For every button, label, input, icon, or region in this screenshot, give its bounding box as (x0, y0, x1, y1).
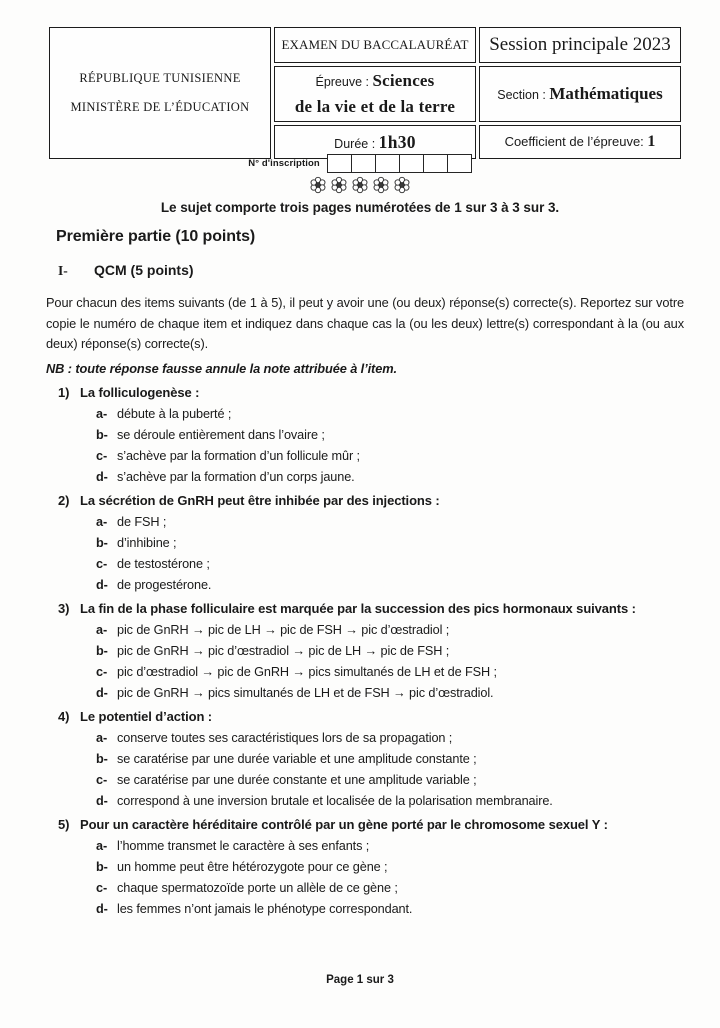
epreuve-label: Épreuve : (315, 75, 373, 89)
exam-content (46, 228, 684, 916)
flower-icon (392, 176, 412, 194)
option-list (46, 623, 684, 700)
option-letter: a- (96, 515, 108, 530)
page-count-notice: Le sujet comporte trois pages numérotées de 1 sur 3 à 3 sur 3. (160, 200, 560, 215)
option-letter: b- (96, 428, 108, 443)
section-value: Mathématiques (549, 84, 663, 104)
option-item[interactable] (96, 623, 684, 637)
option-item[interactable] (96, 536, 684, 550)
option-text: correspond à une inversion brutale et localisée de la polarisation membranaire. (117, 794, 553, 809)
option-letter: d- (96, 470, 108, 485)
coefficient-label: Coefficient de l’épreuve: (504, 134, 648, 150)
option-item[interactable] (96, 794, 684, 808)
option-letter: b- (96, 752, 108, 767)
option-letter: a- (96, 731, 108, 746)
option-item[interactable] (96, 449, 684, 463)
epreuve-cell (274, 66, 476, 122)
nb-note: NB : toute réponse fausse annule la note attribuée à l’item. (46, 361, 397, 377)
question-number: 2) (58, 493, 70, 509)
option-letter: a- (96, 407, 108, 422)
option-text: s’achève par la formation d’un follicule mûr ; (117, 449, 360, 464)
question-number: 1) (58, 385, 70, 401)
option-letter: d- (96, 578, 108, 593)
option-text: se caratérise par une durée constante et une amplitude variable ; (117, 773, 477, 788)
option-text: les femmes n’ont jamais le phénotype correspondant. (117, 902, 413, 917)
option-item[interactable] (96, 752, 684, 766)
option-text: débute à la puberté ; (117, 407, 232, 422)
option-text: d’inhibine ; (117, 536, 177, 551)
exam-header-table (46, 24, 684, 162)
question-block (46, 817, 684, 916)
question-heading (58, 601, 684, 616)
option-text: pic de GnRH → pic d’œstradiol → pic de LH → pic de FSH ; (117, 644, 450, 659)
question-block (46, 493, 684, 592)
inscription-digit-box[interactable] (423, 154, 448, 173)
ministry-line-1: RÉPUBLIQUE TUNISIENNE (79, 71, 241, 86)
inscription-digit-box[interactable] (327, 154, 352, 173)
option-text: de testostérone ; (117, 557, 210, 572)
epreuve-value-line2: de la vie et de la terre (294, 96, 456, 116)
page-footer: Page 1 sur 3 (326, 974, 394, 986)
option-item[interactable] (96, 644, 684, 658)
session-cell: Session principale 2023 (479, 27, 681, 63)
section-label: Section : (497, 88, 550, 103)
option-letter: d- (96, 794, 108, 809)
option-letter: d- (96, 686, 108, 701)
option-text: un homme peut être hétérozygote pour ce gène ; (117, 860, 388, 875)
coefficient-value: 1 (647, 133, 656, 151)
option-item[interactable] (96, 839, 684, 853)
question-block (46, 385, 684, 484)
option-item[interactable] (96, 881, 684, 895)
option-item[interactable] (96, 428, 684, 442)
option-letter: b- (96, 860, 108, 875)
option-item[interactable] (96, 731, 684, 745)
option-text: de progestérone. (117, 578, 212, 593)
option-text: se déroule entièrement dans l’ovaire ; (117, 428, 325, 443)
option-text: se caratérise par une durée variable et une amplitude constante ; (117, 752, 477, 767)
duree-label: Durée : (334, 136, 379, 151)
option-item[interactable] (96, 860, 684, 874)
option-letter: c- (96, 557, 108, 572)
option-letter: c- (96, 665, 108, 680)
question-text: Le potentiel d’action : (80, 709, 213, 725)
option-item[interactable] (96, 557, 684, 571)
question-text: La fin de la phase folliculaire est marquée par la succession des pics hormonaux suivants : (80, 601, 636, 617)
option-letter: c- (96, 881, 108, 896)
inscription-row (0, 154, 720, 173)
option-letter: b- (96, 644, 108, 659)
epreuve-value-line1: Sciences (372, 71, 435, 90)
option-text: conserve toutes ses caractéristiques lors de sa propagation ; (117, 731, 453, 746)
flower-icon (308, 176, 328, 194)
section-cell (479, 66, 681, 122)
question-number: 5) (58, 817, 70, 833)
question-number: 3) (58, 601, 70, 617)
part-title: Première partie (10 points) (56, 228, 256, 245)
option-item[interactable] (96, 686, 684, 700)
option-item[interactable] (96, 902, 684, 916)
option-list (46, 515, 684, 592)
section-title: QCM (5 points) (94, 262, 194, 278)
option-list (46, 407, 684, 484)
section-roman-numeral: I- (58, 263, 68, 278)
flower-icon (371, 176, 391, 194)
question-number: 4) (58, 709, 70, 725)
option-list (46, 731, 684, 808)
question-heading (58, 385, 684, 400)
inscription-label: N° d'inscription (248, 158, 320, 169)
option-item[interactable] (96, 578, 684, 592)
option-text: l’homme transmet le caractère à ses enfants ; (117, 839, 370, 854)
option-item[interactable] (96, 407, 684, 421)
question-text: La sécrétion de GnRH peut être inhibée par des injections : (80, 493, 440, 509)
questions-list (46, 385, 684, 916)
duree-value: 1h30 (378, 131, 416, 152)
ministry-line-2: MINISTÈRE DE L’ÉDUCATION (70, 100, 250, 115)
option-text: pic de GnRH → pic de LH → pic de FSH → pic d’œstradiol ; (117, 623, 450, 638)
option-letter: a- (96, 623, 108, 638)
decorative-flower-row (0, 176, 720, 194)
inscription-digit-box[interactable] (375, 154, 400, 173)
question-text: Pour un caractère héréditaire contrôlé par un gène porté par le chromosome sexuel Y : (80, 817, 608, 833)
option-letter: c- (96, 773, 108, 788)
option-text: pic de GnRH → pics simultanés de LH et de FSH → pic d’œstradiol. (117, 686, 494, 701)
flower-icon (329, 176, 349, 194)
instructions-paragraph: Pour chacun des items suivants (de 1 à 5), il peut y avoir une (ou deux) réponse(s) correcte(s). Reportez sur votre copie le numéro de chaque item et indiquez dans chaque cas la (ou les deux) lettre(s) correspondant à la (ou aux deux) réponse(s) correcte(s). (46, 295, 684, 352)
ministry-cell (49, 27, 271, 159)
option-text: s’achève par la formation d’un corps jaune. (117, 470, 355, 485)
inscription-digit-box[interactable] (447, 154, 472, 173)
exam-title-cell: EXAMEN DU BACCALAURÉAT (274, 27, 476, 63)
inscription-input[interactable] (328, 154, 472, 173)
option-text: pic d’œstradiol → pic de GnRH → pics simultanés de LH et de FSH ; (117, 665, 497, 680)
option-item[interactable] (96, 665, 684, 679)
inscription-digit-box[interactable] (399, 154, 424, 173)
option-item[interactable] (96, 470, 684, 484)
inscription-digit-box[interactable] (351, 154, 376, 173)
option-text: de FSH ; (117, 515, 167, 530)
option-letter: a- (96, 839, 108, 854)
section-heading (46, 262, 684, 279)
option-item[interactable] (96, 773, 684, 787)
option-item[interactable] (96, 515, 684, 529)
question-text: La folliculogenèse : (80, 385, 200, 401)
option-letter: c- (96, 449, 108, 464)
option-letter: b- (96, 536, 108, 551)
question-heading (58, 817, 684, 832)
question-block (46, 601, 684, 700)
option-letter: d- (96, 902, 108, 917)
question-heading (58, 709, 684, 724)
option-list (46, 839, 684, 916)
flower-icon (350, 176, 370, 194)
option-text: chaque spermatozoïde porte un allèle de ce gène ; (117, 881, 398, 896)
question-block (46, 709, 684, 808)
question-heading (58, 493, 684, 508)
